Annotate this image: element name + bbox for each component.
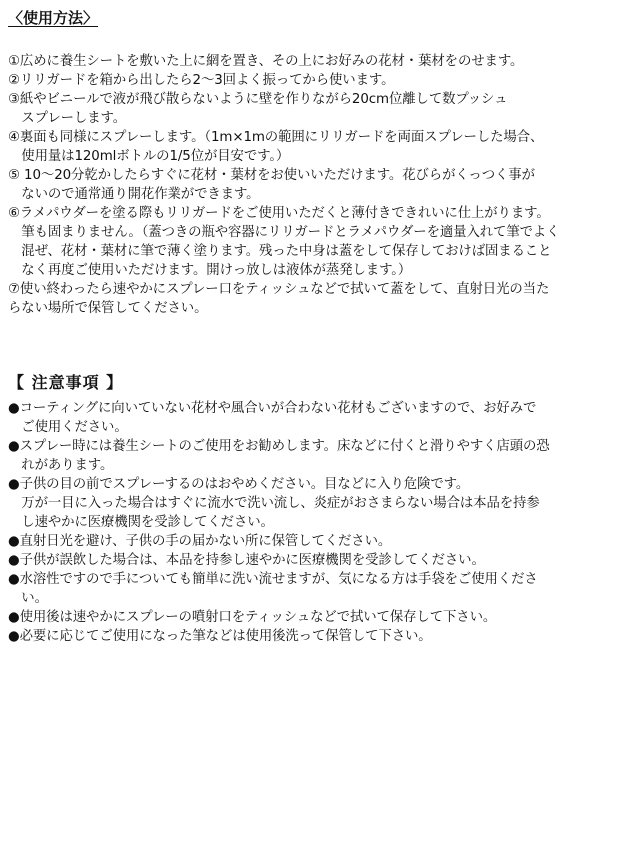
usage-step-5: ⑤ 10～20分乾かしたらすぐに花材・葉材をお使いいただけます。花びらがくっつく事が ないので通常通り開花作業ができます。 xyxy=(8,168,535,202)
caution-item-1: ●コーティングに向いていない花材や風合いが合わない花材もございますので、お好みで ご使用ください。 xyxy=(8,401,537,435)
caution-heading: 【 注意事項 】 xyxy=(8,373,124,392)
usage-heading: 〈使用方法〉 xyxy=(8,9,99,27)
caution-item-7: ●使用後は速やかにスプレーの噴射口をティッシュなどで拭いて保存して下さい。 xyxy=(8,610,497,625)
usage-steps-list xyxy=(8,52,636,318)
caution-item-4: ●直射日光を避け、子供の手の届かない所に保管してください。 xyxy=(8,534,392,549)
usage-step-7: ⑦使い終わったら速やかにスプレー口をティッシュなどで拭いて蓋をして、直射日光の当た らない場所で保管してください。 xyxy=(8,282,550,316)
caution-item-5: ●子供が誤飲した場合は、本品を持参し速やかに医療機関を受診してください。 xyxy=(8,553,485,568)
usage-step-4: ④裏面も同様にスプレーします。（1m×1mの範囲にリリガードを両面スプレーした場合、 使用量は120mlボトルの1/5位が目安です。） xyxy=(8,130,544,164)
caution-item-8: ●必要に応じてご使用になった筆などは使用後洗って保管して下さい。 xyxy=(8,629,432,644)
caution-item-2: ●スプレー時には養生シートのご使用をお勧めします。床などに付くと滑りやすく店頭の恐 れがあります。 xyxy=(8,439,550,473)
usage-step-3: ③紙やビニールで液が飛び散らないように壁を作りながら20cm位離して数プッシュ スプレーします。 xyxy=(8,92,508,126)
caution-item-3: ●子供の目の前でスプレーするのはおやめください。目などに入り危険です。 万が一目に入った場合はすぐに流水で洗い流し、炎症がおさまらない場合は本品を持参 し速やかに医療機関を受診してください。 xyxy=(8,477,540,530)
usage-step-1: ①広めに養生シートを敷いた上に網を置き、その上にお好みの花材・葉材をのせます。 xyxy=(8,54,524,69)
usage-step-6: ⑥ラメパウダーを塗る際もリリガードをご使用いただくと薄付きできれいに仕上がります。 筆も固まりません。（蓋つきの瓶や容器にリリガードとラメパウダーを適量入れて筆でよく 混ぜ、花材・葉材に筆で薄く塗ります。残った中身は蓋をして保存しておけば固まること なく再度ご使用いただけます。開けっ放しは液体が蒸発します。） xyxy=(8,206,560,278)
usage-step-2: ②リリガードを箱から出したら2～3回よく振ってから使います。 xyxy=(8,73,395,88)
caution-item-6: ●水溶性ですので手についても簡単に洗い流せますが、気になる方は手袋をご使用くださ い。 xyxy=(8,572,538,606)
caution-items-list xyxy=(8,399,636,646)
